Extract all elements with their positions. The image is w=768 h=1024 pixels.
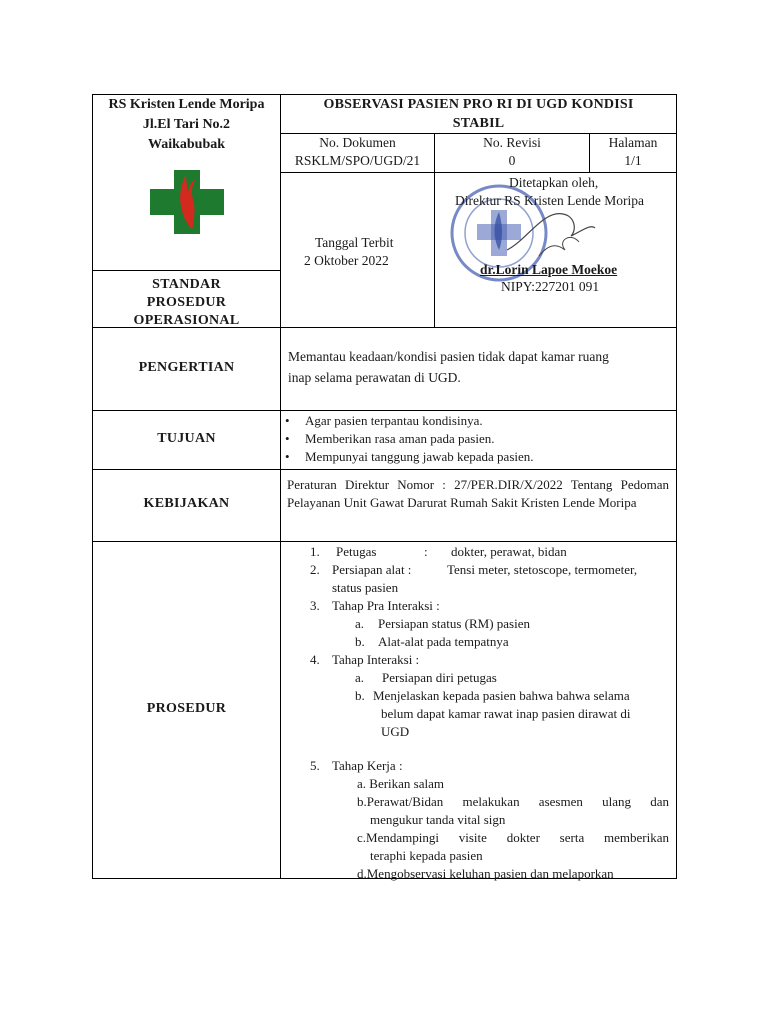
issue-date-cell	[280, 172, 434, 327]
prosedur-content	[280, 541, 676, 879]
set-by-label: Ditetapkan oleh,	[509, 175, 599, 190]
step-5-number: 5.	[310, 758, 320, 773]
step-4b: Menjelaskan kepada pasien bahwa bahwa selama	[373, 688, 630, 703]
revision-value: 0	[508, 153, 516, 168]
doc-number-label: No. Dokumen	[319, 135, 396, 150]
hospital-header	[93, 95, 280, 270]
pengertian-line1: Memantau keadaan/kondisi pasien tidak dapat kamar ruang	[288, 349, 609, 364]
step-4b-number: b.	[355, 688, 365, 703]
step-5a: a. Berikan salam	[357, 776, 444, 791]
step-4b-cont2: UGD	[381, 724, 410, 739]
tujuan-label: TUJUAN	[157, 431, 216, 446]
page-cell	[589, 133, 676, 172]
step-1-number: 1.	[310, 544, 320, 559]
issue-date-label: Tanggal Terbit	[315, 235, 394, 250]
step-5d: d.Mengobservasi keluhan pasien dan melaporkan	[357, 866, 614, 881]
step-3a-number: a.	[355, 616, 365, 631]
step-1-value: dokter, perawat, bidan	[451, 544, 567, 559]
hospital-logo-icon	[150, 170, 224, 234]
step-5c-cont: teraphi kepada pasien	[370, 848, 483, 863]
tujuan-item: • Mempunyai tanggung jawab kepada pasien.	[281, 448, 670, 466]
kebijakan-label: KEBIJAKAN	[143, 496, 230, 511]
issue-date-value: 2 Oktober 2022	[304, 253, 389, 268]
step-5-label: Tahap Kerja :	[332, 758, 403, 773]
tujuan-item: • Agar pasien terpantau kondisinya.	[281, 412, 670, 430]
step-3b: Alat-alat pada tempatnya	[378, 634, 509, 649]
hospital-city: Waikabubak	[147, 137, 226, 152]
director-name: dr.Lorin Lapoe Moekoe	[480, 262, 618, 277]
step-1-label: Petugas	[336, 544, 377, 559]
page-label: Halaman	[608, 135, 658, 150]
pengertian-label: PENGERTIAN	[138, 360, 235, 375]
doc-number-value: RSKLM/SPO/UGD/21	[294, 153, 421, 168]
tujuan-label-cell	[93, 410, 280, 469]
doc-number-cell	[280, 133, 434, 172]
director-title: Direktur RS Kristen Lende Moripa	[455, 193, 644, 208]
step-2-label: Persiapan alat :	[332, 562, 412, 577]
sop-label: STANDAR PROSEDUR OPERASIONAL	[133, 277, 240, 328]
pengertian-content	[280, 327, 676, 410]
step-2-value: Tensi meter, stetoscope, termometer,	[447, 562, 638, 577]
kebijakan-text: Peraturan Direktur Nomor : 27/PER.DIR/X/2022 Tentang Pedoman Pelayanan Unit Gawat Darurat Rumah Sakit Kristen Lende Moripa	[287, 477, 669, 510]
doc-title-line2: STABIL	[452, 116, 505, 131]
step-3b-number: b.	[355, 634, 365, 649]
step-1-colon: :	[424, 544, 428, 559]
step-2-number: 2.	[310, 562, 320, 577]
tujuan-list	[281, 412, 670, 466]
revision-label: No. Revisi	[483, 135, 541, 150]
step-3a: Persiapan status (RM) pasien	[378, 616, 531, 631]
step-4a: Persiapan diri petugas	[382, 670, 497, 685]
pengertian-label-cell	[93, 327, 280, 410]
revision-cell	[434, 133, 589, 172]
step-3-label: Tahap Pra Interaksi :	[332, 598, 440, 613]
step-5c: c.Mendampingi visite dokter serta memberikan	[357, 830, 669, 845]
kebijakan-label-cell	[93, 469, 280, 541]
step-3-number: 3.	[310, 598, 320, 613]
prosedur-label-cell	[93, 541, 280, 879]
step-5b-cont: mengukur tanda vital sign	[370, 812, 506, 827]
pengertian-line2: inap selama perawatan di UGD.	[288, 370, 461, 385]
title-cell	[280, 95, 676, 133]
prosedur-label: PROSEDUR	[146, 701, 227, 716]
step-5b: b.Perawat/Bidan melakukan asesmen ulang dan	[357, 794, 669, 809]
step-4-label: Tahap Interaksi :	[332, 652, 420, 667]
tujuan-content	[280, 410, 676, 469]
hospital-name: RS Kristen Lende Moripa	[108, 97, 265, 112]
step-4a-number: a.	[355, 670, 365, 685]
page-value: 1/1	[624, 153, 642, 168]
hospital-address: Jl.El Tari No.2	[142, 117, 231, 132]
tujuan-item: • Memberikan rasa aman pada pasien.	[281, 430, 670, 448]
sop-document	[92, 94, 677, 879]
doc-title-line1: OBSERVASI PASIEN PRO RI DI UGD KONDISI	[323, 97, 634, 112]
step-4b-cont1: belum dapat kamar rawat inap pasien dirawat di	[381, 706, 631, 721]
approval-cell	[434, 172, 676, 327]
kebijakan-content	[280, 469, 676, 541]
step-4-number: 4.	[310, 652, 320, 667]
sop-label-cell	[93, 270, 280, 327]
step-2-cont: status pasien	[332, 580, 399, 595]
director-nip: NIPY:227201 091	[501, 279, 600, 294]
